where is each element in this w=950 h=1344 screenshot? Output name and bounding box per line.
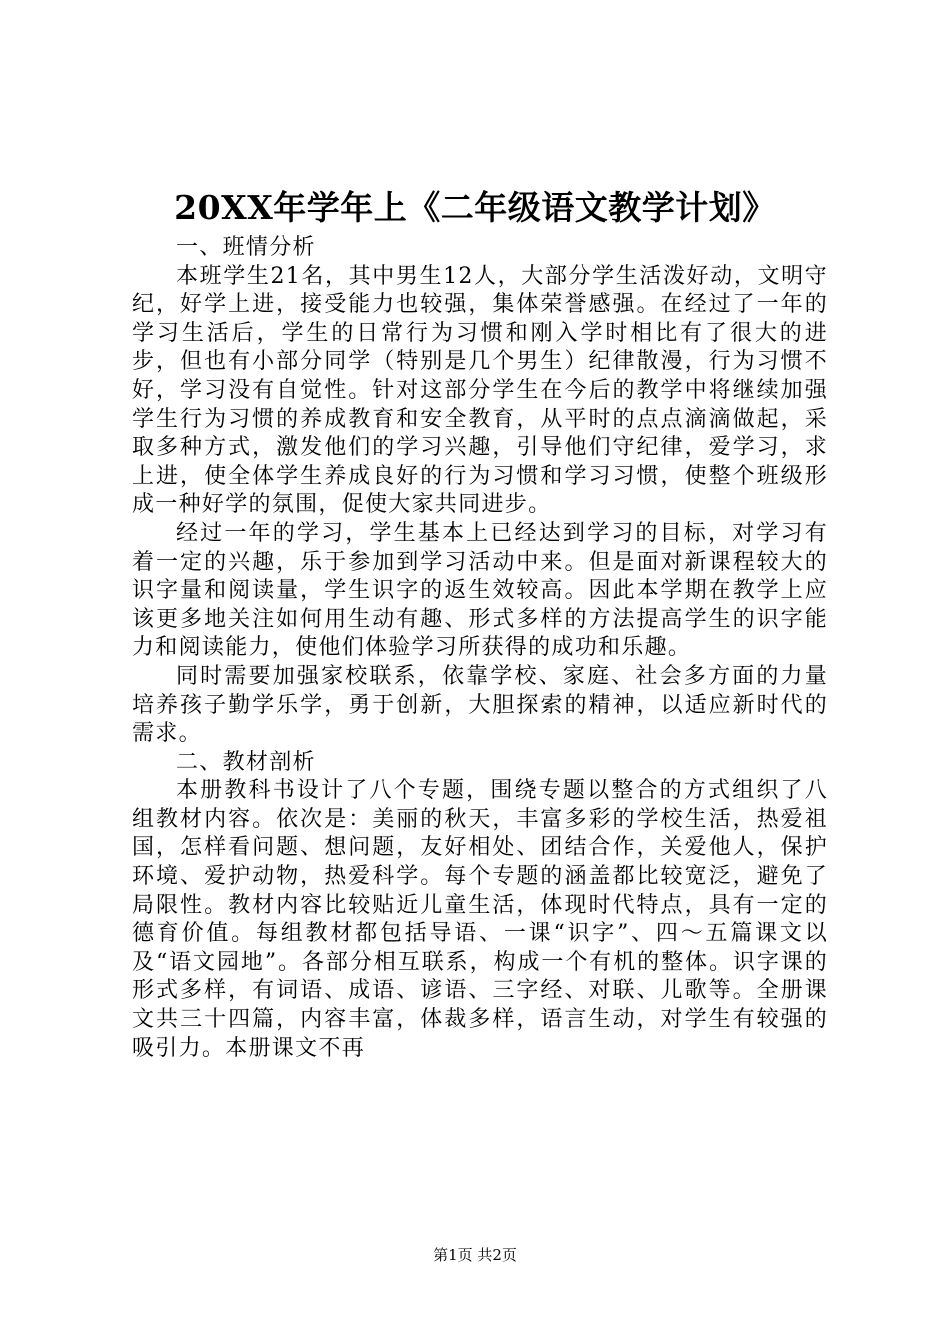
section-heading-class-analysis: 一、班情分析 [176, 235, 316, 260]
page-footer: 第1页 共2页 [433, 1246, 517, 1264]
paragraph: 本班学生21名，其中男生12人，大部分学生活泼好动，文明守纪，好学上进，接受能力也较强，集体荣誉感强。在经过了一年的学习生活后，学生的日常行为习惯和刚入学时相比有了很大的进步，但也有小部分同学（特别是几个男生）纪律散漫，行为习惯不好，学习没有自觉性。针对这部分学生在今后的教学中将继续加强学生行为习惯的养成教育和安全教育，从平时的点点滴滴做起，采取多种方式，激发他们的学习兴趣，引导他们守纪律，爱学习，求上进，使全体学生养成良好的行为习惯和学习习惯，使整个班级形成一种好学的氛围，促使大家共同进步。 [132, 263, 828, 518]
section-heading-textbook-analysis: 二、教材剖析 [176, 749, 316, 775]
page-title: 20XX年学年上《二年级语文教学计划》 [174, 188, 776, 227]
paragraph: 本册教科书设计了八个专题，围绕专题以整合的方式组织了八组教材内容。依次是：美丽的秋天，丰富多彩的学校生活，热爱祖国，怎样看问题、想问题，友好相处、团结合作，关爱他人，保护环境、爱护动物，热爱科学。每个专题的涵盖都比较宽泛，避免了局限性。教材内容比较贴近儿童生活，体现时代特点，具有一定的德育价值。每组教材都包括导语、一课“识字”、四～五篇课文以及“语文园地”。各部分相互联系，构成一个有机的整体。识字课的形式多样，有词语、成语、谚语、三字经、对联、儿歌等。全册课文共三十四篇，内容丰富，体裁多样，语言生动，对学生有较强的吸引力。本册课文不再 [132, 778, 828, 1061]
paragraph: 同时需要加强家校联系，依靠学校、家庭、社会多方面的力量培养孩子勤学乐学，勇于创新，大胆探索的精神，以适应新时代的需求。 [132, 663, 828, 747]
paragraph: 经过一年的学习，学生基本上已经达到学习的目标，对学习有着一定的兴趣，乐于参加到学习活动中来。但是面对新课程较大的识字量和阅读量，学生识字的返生效较高。因此本学期在教学上应该更多地关注如何用生动有趣、形式多样的方法提高学生的识字能力和阅读能力，使他们体验学习所获得的成功和乐趣。 [132, 520, 828, 661]
document-body [132, 234, 828, 1063]
